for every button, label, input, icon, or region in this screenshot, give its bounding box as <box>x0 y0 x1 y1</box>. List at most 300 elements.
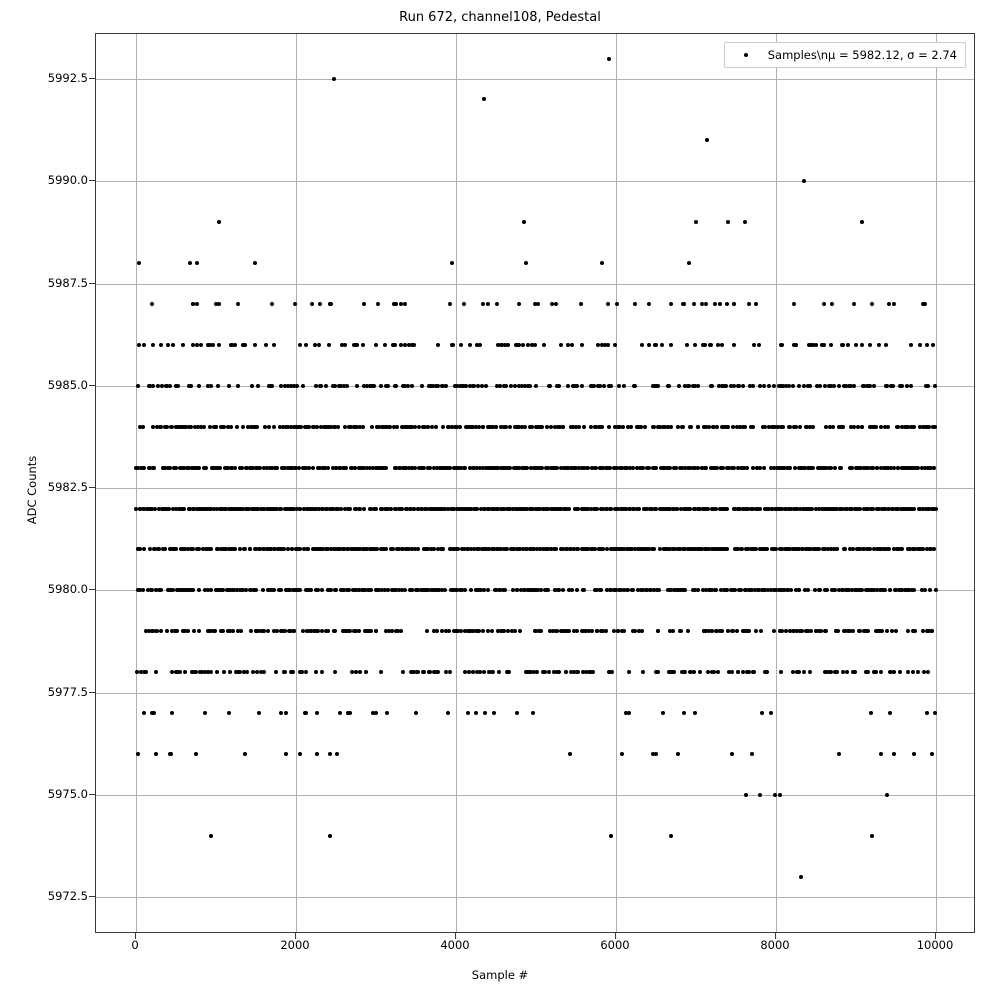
scatter-point <box>354 670 358 674</box>
scatter-point <box>441 547 445 551</box>
scatter-point <box>874 425 878 429</box>
scatter-point <box>822 302 826 306</box>
scatter-point <box>743 425 747 429</box>
scatter-point <box>522 220 526 224</box>
scatter-point <box>319 384 323 388</box>
scatter-point <box>833 466 837 470</box>
scatter-point <box>301 384 305 388</box>
scatter-point <box>191 588 195 592</box>
scatter-point <box>189 425 193 429</box>
scatter-point <box>868 343 872 347</box>
scatter-point <box>736 670 740 674</box>
scatter-point <box>332 77 336 81</box>
scatter-point <box>798 425 802 429</box>
scatter-point <box>471 670 475 674</box>
scatter-point <box>249 629 253 633</box>
scatter-point <box>926 670 930 674</box>
scatter-point <box>142 547 146 551</box>
scatter-point <box>508 425 512 429</box>
scatter-point <box>542 343 546 347</box>
scatter-point <box>462 302 466 306</box>
scatter-point <box>484 384 488 388</box>
scatter-point <box>657 588 661 592</box>
scatter-point <box>747 302 751 306</box>
scatter-point <box>379 384 383 388</box>
scatter-point <box>643 425 647 429</box>
scatter-point <box>837 384 841 388</box>
scatter-point <box>566 384 570 388</box>
scatter-point <box>769 711 773 715</box>
scatter-point <box>656 384 660 388</box>
scatter-point <box>633 629 637 633</box>
y-tick-label: 5975.0 <box>47 786 88 801</box>
scatter-point <box>580 343 584 347</box>
scatter-point <box>759 629 763 633</box>
scatter-point <box>369 629 373 633</box>
scatter-point <box>298 588 302 592</box>
scatter-point <box>814 343 818 347</box>
scatter-point <box>169 752 173 756</box>
scatter-point <box>468 343 472 347</box>
scatter-point <box>171 343 175 347</box>
scatter-point <box>633 302 637 306</box>
scatter-point <box>523 425 527 429</box>
scatter-point <box>686 629 690 633</box>
scatter-point <box>348 711 352 715</box>
scatter-point <box>931 343 935 347</box>
scatter-point <box>137 343 141 347</box>
y-tick-mark <box>89 283 95 284</box>
scatter-point <box>557 670 561 674</box>
scatter-point <box>518 629 522 633</box>
scatter-point <box>482 670 486 674</box>
scatter-point <box>521 343 525 347</box>
scatter-point <box>136 384 140 388</box>
scatter-point <box>860 220 864 224</box>
scatter-point <box>843 547 847 551</box>
scatter-point <box>314 670 318 674</box>
scatter-point <box>304 343 308 347</box>
y-tick-label: 5990.0 <box>47 173 88 188</box>
scatter-point <box>497 670 501 674</box>
scatter-point <box>714 588 718 592</box>
scatter-point <box>765 547 769 551</box>
scatter-point <box>221 629 225 633</box>
scatter-point <box>837 752 841 756</box>
scatter-point <box>141 588 145 592</box>
scatter-point <box>436 670 440 674</box>
scatter-point <box>491 670 495 674</box>
scatter-point <box>745 466 749 470</box>
scatter-point <box>243 547 247 551</box>
scatter-point <box>274 670 278 674</box>
scatter-point <box>417 425 421 429</box>
scatter-point <box>318 302 322 306</box>
scatter-point <box>441 425 445 429</box>
scatter-point <box>822 343 826 347</box>
gridline-vertical <box>456 34 457 932</box>
scatter-point <box>732 384 736 388</box>
scatter-point <box>930 752 934 756</box>
scatter-point <box>600 261 604 265</box>
scatter-point <box>923 588 927 592</box>
scatter-point <box>165 629 169 633</box>
scatter-point <box>647 302 651 306</box>
scatter-point <box>383 343 387 347</box>
scatter-point <box>694 220 698 224</box>
scatter-point <box>231 629 235 633</box>
scatter-point <box>310 302 314 306</box>
scatter-point <box>758 507 762 511</box>
scatter-point <box>654 752 658 756</box>
scatter-point <box>525 466 529 470</box>
scatter-point <box>622 384 626 388</box>
scatter-point <box>894 629 898 633</box>
scatter-point <box>811 425 815 429</box>
y-tick-mark <box>89 180 95 181</box>
scatter-point <box>217 302 221 306</box>
scatter-point <box>228 670 232 674</box>
scatter-point <box>661 711 665 715</box>
y-tick-label: 5982.5 <box>47 480 88 495</box>
scatter-point <box>320 670 324 674</box>
scatter-point <box>725 507 729 511</box>
scatter-point <box>763 425 767 429</box>
scatter-point <box>570 588 574 592</box>
scatter-point <box>933 425 937 429</box>
scatter-point <box>669 425 673 429</box>
scatter-point <box>508 466 512 470</box>
scatter-point <box>413 466 417 470</box>
scatter-point <box>284 752 288 756</box>
y-tick-label: 5992.5 <box>47 71 88 85</box>
scatter-point <box>652 547 656 551</box>
scatter-point <box>912 425 916 429</box>
scatter-point <box>361 425 365 429</box>
y-tick-label: 5977.5 <box>47 684 88 699</box>
scatter-point <box>233 547 237 551</box>
legend-label: Samples\nμ = 5982.12, σ = 2.74 <box>767 48 957 62</box>
scatter-point <box>879 670 883 674</box>
scatter-point <box>656 670 660 674</box>
scatter-point <box>264 343 268 347</box>
scatter-point <box>682 711 686 715</box>
scatter-point <box>216 384 220 388</box>
scatter-point <box>328 752 332 756</box>
scatter-point <box>911 670 915 674</box>
scatter-point <box>412 343 416 347</box>
scatter-point <box>333 629 337 633</box>
scatter-point <box>760 711 764 715</box>
chart-title: Run 672, channel108, Pedestal <box>399 10 601 25</box>
scatter-point <box>448 302 452 306</box>
scatter-point <box>741 670 745 674</box>
legend-marker-icon <box>733 53 759 57</box>
scatter-point <box>362 302 366 306</box>
scatter-point <box>640 343 644 347</box>
scatter-point <box>434 425 438 429</box>
scatter-point <box>227 384 231 388</box>
scatter-point <box>633 384 637 388</box>
scatter-point <box>142 466 146 470</box>
scatter-point <box>912 752 916 756</box>
scatter-point <box>687 261 691 265</box>
scatter-point <box>236 384 240 388</box>
scatter-point <box>750 752 754 756</box>
scatter-point <box>546 588 550 592</box>
scatter-point <box>933 711 937 715</box>
scatter-point <box>137 261 141 265</box>
scatter-point <box>726 425 730 429</box>
scatter-point <box>266 629 270 633</box>
scatter-point <box>414 711 418 715</box>
scatter-point <box>343 343 347 347</box>
scatter-point <box>923 302 927 306</box>
scatter-point <box>549 425 553 429</box>
scatter-point <box>326 466 330 470</box>
scatter-point <box>599 588 603 592</box>
scatter-point <box>835 547 839 551</box>
scatter-point <box>613 343 617 347</box>
scatter-point <box>195 302 199 306</box>
scatter-point <box>788 425 792 429</box>
scatter-point <box>154 752 158 756</box>
scatter-point <box>554 302 558 306</box>
scatter-point <box>579 302 583 306</box>
plot-area <box>95 33 975 933</box>
scatter-point <box>531 711 535 715</box>
scatter-point <box>669 834 673 838</box>
scatter-point <box>403 302 407 306</box>
scatter-point <box>293 302 297 306</box>
scatter-point <box>600 425 604 429</box>
scatter-point <box>787 384 791 388</box>
scatter-point <box>539 629 543 633</box>
scatter-point <box>791 384 795 388</box>
scatter-point <box>393 343 397 347</box>
gridline-vertical <box>296 34 297 932</box>
scatter-point <box>689 425 693 429</box>
scatter-point <box>372 384 376 388</box>
scatter-point <box>703 343 707 347</box>
scatter-point <box>741 384 745 388</box>
scatter-point <box>327 343 331 347</box>
scatter-point <box>797 384 801 388</box>
gridline-vertical <box>616 34 617 932</box>
scatter-point <box>561 588 565 592</box>
scatter-point <box>344 466 348 470</box>
scatter-point <box>627 670 631 674</box>
scatter-point <box>647 343 651 347</box>
scatter-point <box>142 343 146 347</box>
scatter-point <box>243 343 247 347</box>
scatter-point <box>621 425 625 429</box>
scatter-point <box>233 466 237 470</box>
scatter-point <box>732 302 736 306</box>
scatter-point <box>314 384 318 388</box>
scatter-point <box>866 670 870 674</box>
y-tick-mark <box>89 896 95 897</box>
scatter-point <box>316 629 320 633</box>
scatter-point <box>213 629 217 633</box>
scatter-point <box>762 384 766 388</box>
scatter-point <box>152 466 156 470</box>
scatter-point <box>376 302 380 306</box>
scatter-point <box>291 670 295 674</box>
scatter-point <box>313 343 317 347</box>
scatter-point <box>631 466 635 470</box>
scatter-point <box>841 425 845 429</box>
scatter-point <box>696 588 700 592</box>
scatter-point <box>913 629 917 633</box>
scatter-point <box>403 588 407 592</box>
scatter-point <box>752 670 756 674</box>
scatter-point <box>617 384 621 388</box>
scatter-point <box>309 588 313 592</box>
scatter-point <box>534 384 538 388</box>
scatter-point <box>582 588 586 592</box>
scatter-point <box>262 670 266 674</box>
scatter-point <box>856 425 860 429</box>
scatter-point <box>298 752 302 756</box>
scatter-point <box>469 588 473 592</box>
scatter-point <box>739 588 743 592</box>
scatter-point <box>892 302 896 306</box>
scatter-point <box>420 384 424 388</box>
scatter-point <box>806 588 810 592</box>
scatter-point <box>262 629 266 633</box>
scatter-point <box>854 343 858 347</box>
scatter-point <box>765 670 769 674</box>
scatter-point <box>802 670 806 674</box>
scatter-point <box>463 588 467 592</box>
scatter-point <box>399 629 403 633</box>
scatter-point <box>577 425 581 429</box>
x-tick-label: 8000 <box>760 938 790 952</box>
gridline-horizontal <box>96 897 974 898</box>
scatter-point <box>163 547 167 551</box>
scatter-point <box>554 547 558 551</box>
scatter-point <box>295 384 299 388</box>
scatter-point <box>506 629 510 633</box>
scatter-point <box>504 384 508 388</box>
scatter-point <box>654 466 658 470</box>
scatter-point <box>752 343 756 347</box>
scatter-point <box>229 425 233 429</box>
scatter-point <box>606 343 610 347</box>
scatter-point <box>693 711 697 715</box>
scatter-point <box>704 302 708 306</box>
scatter-point <box>879 425 883 429</box>
scatter-point <box>209 547 213 551</box>
scatter-point <box>918 343 922 347</box>
scatter-point <box>698 670 702 674</box>
scatter-point <box>267 425 271 429</box>
scatter-point <box>880 629 884 633</box>
scatter-point <box>401 670 405 674</box>
scatter-point <box>253 261 257 265</box>
scatter-point <box>357 629 361 633</box>
scatter-point <box>306 547 310 551</box>
scatter-point <box>582 425 586 429</box>
scatter-point <box>451 343 455 347</box>
scatter-point <box>394 384 398 388</box>
scatter-point <box>204 466 208 470</box>
scatter-point <box>641 670 645 674</box>
scatter-point <box>818 588 822 592</box>
scatter-point <box>641 466 645 470</box>
scatter-point <box>270 384 274 388</box>
scatter-point <box>932 466 936 470</box>
scatter-point <box>866 629 870 633</box>
scatter-point <box>152 711 156 715</box>
scatter-point <box>900 547 904 551</box>
scatter-point <box>778 793 782 797</box>
gridline-horizontal <box>96 79 974 80</box>
scatter-point <box>799 875 803 879</box>
scatter-point <box>447 629 451 633</box>
scatter-point <box>669 302 673 306</box>
scatter-point <box>218 466 222 470</box>
scatter-point <box>667 384 671 388</box>
gridline-vertical <box>136 34 137 932</box>
scatter-point <box>802 179 806 183</box>
scatter-point <box>197 466 201 470</box>
y-tick-label: 5980.0 <box>47 582 88 597</box>
scatter-point <box>335 752 339 756</box>
scatter-point <box>384 466 388 470</box>
scatter-point <box>921 629 925 633</box>
x-tick-label: 4000 <box>440 938 470 952</box>
scatter-point <box>136 752 140 756</box>
scatter-point <box>355 343 359 347</box>
scatter-point <box>317 343 321 347</box>
scatter-point <box>227 711 231 715</box>
gridline-horizontal <box>96 488 974 489</box>
scatter-point <box>681 425 685 429</box>
scatter-point <box>192 629 196 633</box>
scatter-point <box>758 793 762 797</box>
scatter-point <box>892 752 896 756</box>
scatter-point <box>524 261 528 265</box>
scatter-point <box>513 629 517 633</box>
scatter-point <box>609 384 613 388</box>
scatter-point <box>575 629 579 633</box>
scatter-point <box>535 670 539 674</box>
scatter-point <box>515 711 519 715</box>
scatter-point <box>474 711 478 715</box>
scatter-point <box>718 302 722 306</box>
scatter-point <box>197 588 201 592</box>
scatter-point <box>934 588 938 592</box>
scatter-point <box>345 384 349 388</box>
scatter-point <box>754 629 758 633</box>
scatter-point <box>789 588 793 592</box>
scatter-point <box>682 302 686 306</box>
scatter-point <box>590 629 594 633</box>
scatter-point <box>466 711 470 715</box>
scatter-point <box>175 629 179 633</box>
scatter-point <box>660 343 664 347</box>
scatter-point <box>561 425 565 429</box>
scatter-point <box>416 670 420 674</box>
scatter-point <box>236 302 240 306</box>
scatter-point <box>386 384 390 388</box>
scatter-point <box>243 752 247 756</box>
scatter-point <box>410 384 414 388</box>
scatter-point <box>557 384 561 388</box>
scatter-point <box>620 752 624 756</box>
